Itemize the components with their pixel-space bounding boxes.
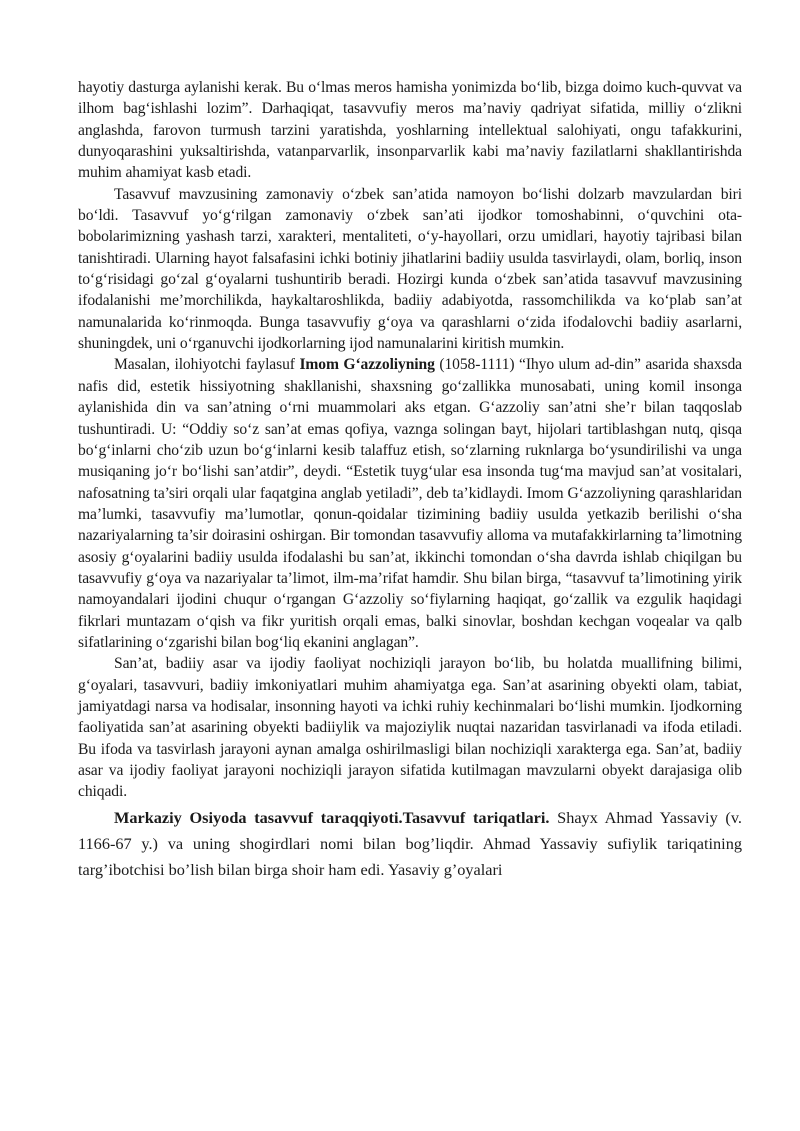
paragraph-5-body: Shayx Ahmad Yassaviy (v. 1166-67 y.) va uning shogirdlari nomi bilan bog’liqdir. Ahmad Yassaviy sufiylik tariqatining targ’ibotchisi bo’lish bilan birga shoir ham edi. Yasaviy g’oyalari (78, 807, 742, 880)
paragraph-4: San’at, badiiy asar va ijodiy faoliyat nochiziqli jarayon bo‘lib, bu holatda muallifning bilimi, g‘oyalari, tasavvuri, badiiy imkoniyatlari muhim ahamiyatga ega. San’at asarining obyekti olam, tabiat, jamiyatdagi narsa va hodisalar, insonning hayoti va ichki ruhiy kechinmalari bo‘lishi mumkin. Ijodkorning faoliyatida san’at asarining obyekti badiiylik va majoziylik nuqtai nazaridan tasvirlanadi va ifoda etiladi. Bu ifoda va tasvirlash jarayoni aynan amalga oshirilmasligi bilan nochiziqli xarakterga ega. San’at, badiiy asar va ijodiy faoliyat jarayoni nochiziqli jarayon sifatida kutilmagan mavzularni obyekt darajasiga olib chiqadi. (78, 655, 742, 801)
paragraph-3-body: (1058-1111) “Ihyo ulum ad-din” asarida shaxsda nafis did, estetik hissiyotning shakllanishi, shaxsning go‘zallikka munosabati, uning komil insonga aylanishida din va san’atning o‘rni muammolari aks etgan. G‘azzoliy san’atni she’r bilan taqqoslab tushuntiradi. U: “Oddiy so‘z san’at emas qofiya, vaznga solingan bayt, hijolari tartiblashgan nutq, qisqa bo‘g‘inlarni cho‘zib uzun bo‘g‘inlarni kesib talaffuz etish, so‘zlarning ruknlarga bo‘ysundirilishi va unga musiqaning jo‘r bo‘lishi san’atdir”, deydi. “Estetik tuyg‘ular esa insonda tug‘ma mavjud san’at vositalari, nafosatning ta’siri orqali ular faqatgina anglab yetiladi”, deb ta’kidlaydi. Imom G‘azzoliyning qarashlaridan ma’lumki, tasavvufiy ma’lumotlar, qonun-qoidalar tizimining badiiy usulda yetkazib berilishi o‘sha nazariyalarning ta’sir doirasini oshirgan. Bir tomondan tasavvufiy alloma va mutafakkirlarning ta’limotning asosiy g‘oyalarini badiiy usulda ifodalashi bu san’at, ikkinchi tomondan o‘sha davrda ishlab chiqilgan bu tasavvufiy g‘oya va nazariyalar ta’limot, ilm-ma’rifat hamdir. Shu bilan birga, “tasavvuf ta’limotining yirik namoyandalari ijodini chuqur o‘rgangan G‘azzoliy so‘fiylarning haqiqat, go‘zallik va ezgulik haqidagi fikrlari muntazam o‘qish va fikr yuritish orqali emas, balki sinovlar, boshdan kechgan voqealar va qalb sifatlarining o‘zgarishi bilan bog‘liq ekanini anglagan”. (78, 356, 743, 651)
document-page (78, 77, 742, 884)
paragraph-5 (78, 805, 742, 884)
paragraph-1: hayotiy dasturga aylanishi kerak. Bu o‘lmas meros hamisha yonimizda bo‘lib, bizga doimo kuch-quvvat va ilhom bag‘ishlashi lozim”. Darhaqiqat, tasavvufiy meros ma’naviy qadriyat sifatida, milliy o‘zlikni anglashda, farovon turmush tarzini yaratishda, yoshlarning intellektual salohiyati, ongu tafakkurini, dunyoqarashini yuksaltirishda, vatanparvarlik, insonparvarlik kabi ma’naviy fazilatlarni shakllantirishda muhim ahamiyat kasb etadi. (78, 79, 742, 182)
paragraph-3-lead: Masalan, ilohiyotchi faylasuf (114, 356, 300, 374)
paragraph-3 (78, 354, 742, 653)
author-name-bold: Imom G‘azzoliyning (299, 356, 435, 374)
paragraph-2: Tasavvuf mavzusining zamonaviy o‘zbek san’atida namoyon bo‘lishi dolzarb mavzulardan biri bo‘ldi. Tasavvuf yo‘g‘rilgan zamonaviy o‘zbek san’ati ijodkor tomoshabinni, o‘quvchini ota-bobolarimizning yashash tarzi, xarakteri, mentaliteti, o‘y-hayollari, orzu umidlari, hayotiy tajribasi bilan tanishtiradi. Ularning hayot falsafasini ichki botiniy jihatlarini badiiy usulda tasvirlaydi, olam, borliq, inson to‘g‘risidagi go‘zal g‘oyalarni tushuntirib beradi. Hozirgi kunda o‘zbek san’atida tasavvuf mavzusining ifodalanishi me’morchilikda, haykaltaroshlikda, badiiy adabiyotda, rassomchilikda va ko‘plab san’at namunalarida ko‘rinmoqda. Bunga tasavvufiy g‘oya va qarashlarni o‘zida ifodalovchi badiiy asarlarni, shuningdek, uni o‘rganuvchi ijodkorlarning ijod namunalarini kiritish mumkin. (78, 185, 742, 353)
section-heading-bold: Markaziy Osiyoda tasavvuf taraqqiyoti.Tasavvuf tariqatlari. (114, 807, 550, 827)
